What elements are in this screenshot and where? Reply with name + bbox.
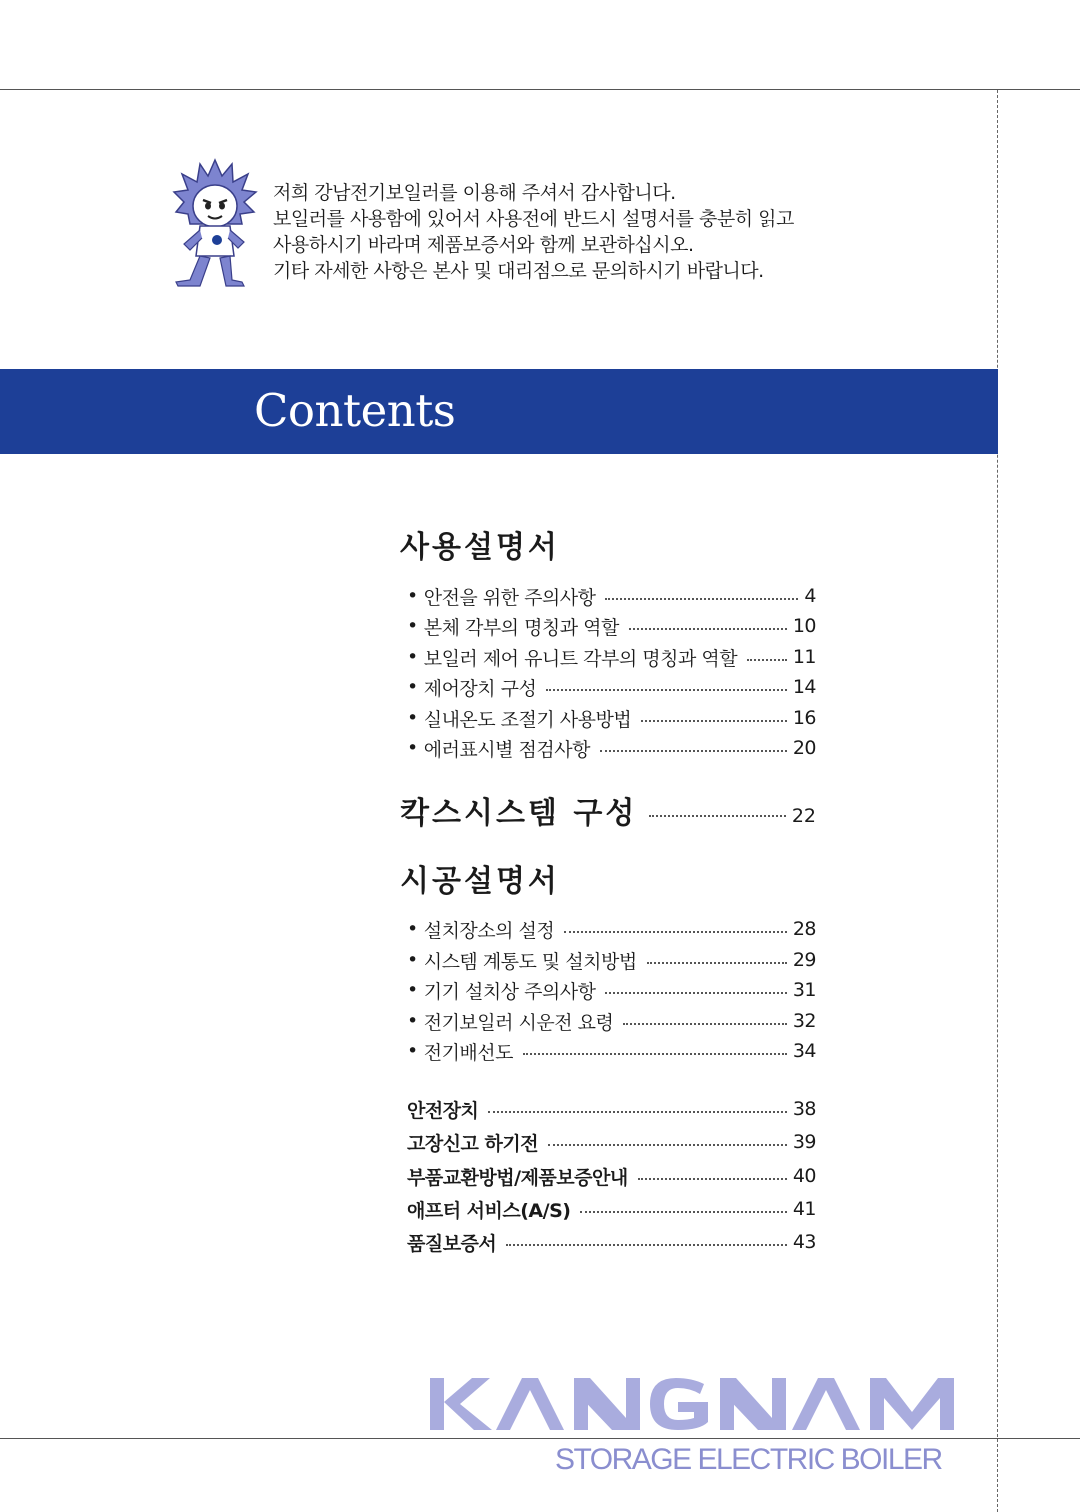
toc-page: 34 — [792, 1040, 816, 1062]
toc-label: 안전을 위한 주의사항 — [423, 586, 596, 609]
dot-leader — [506, 1244, 787, 1246]
toc-row[interactable] — [407, 1127, 816, 1157]
toc-label: 시스템 계통도 및 설치방법 — [423, 950, 637, 973]
dot-leader — [548, 1144, 787, 1146]
toc-row-cas-system[interactable] — [400, 790, 816, 830]
toc-row[interactable] — [407, 1036, 816, 1066]
toc-row[interactable] — [407, 581, 816, 611]
toc-page: 20 — [792, 737, 816, 759]
dot-leader — [638, 1178, 787, 1180]
toc-row[interactable] — [407, 914, 816, 944]
bullet: • — [407, 737, 418, 759]
bullet: • — [407, 615, 418, 637]
toc-page: 29 — [792, 949, 816, 971]
toc-label: 부품교환방법/제품보증안내 — [407, 1166, 628, 1189]
toc-page: 43 — [792, 1231, 816, 1253]
dot-leader — [580, 1211, 786, 1213]
intro-text — [273, 180, 873, 284]
toc-page: 16 — [792, 707, 816, 729]
toc-row[interactable] — [407, 1161, 816, 1191]
bullet: • — [407, 979, 418, 1001]
toc-row[interactable] — [407, 733, 816, 763]
toc-page: 40 — [792, 1165, 816, 1187]
toc-page: 14 — [792, 676, 816, 698]
toc-page: 41 — [792, 1198, 816, 1220]
toc-row[interactable] — [407, 1094, 816, 1124]
toc-page: 28 — [792, 918, 816, 940]
dot-leader — [600, 750, 787, 752]
bullet: • — [407, 949, 418, 971]
toc-page: 4 — [804, 585, 816, 607]
dot-leader — [647, 962, 787, 964]
toc-page: 39 — [792, 1131, 816, 1153]
toc-row[interactable] — [407, 672, 816, 702]
toc-label: 보일러 제어 유니트 각부의 명칭과 역할 — [423, 647, 738, 670]
toc-label: 애프터 서비스(A/S) — [407, 1199, 571, 1222]
dot-leader — [747, 659, 787, 661]
toc-label: 안전장치 — [407, 1099, 479, 1122]
section-title-install-manual: 시공설명서 — [400, 864, 560, 899]
kangnam-logo — [430, 1378, 980, 1430]
bullet: • — [407, 646, 418, 668]
dot-leader — [605, 598, 798, 600]
dot-leader — [564, 931, 787, 933]
banner-title: Contents — [254, 384, 456, 437]
dot-leader — [488, 1111, 786, 1113]
toc-page: 11 — [792, 646, 816, 668]
toc-label: 본체 각부의 명칭과 역할 — [423, 616, 619, 639]
toc-label: 전기배선도 — [423, 1041, 513, 1064]
toc-row[interactable] — [407, 1227, 816, 1257]
bullet: • — [407, 707, 418, 729]
bullet: • — [407, 676, 418, 698]
intro-line: 사용하시기 바라며 제품보증서와 함께 보관하십시오. — [273, 234, 694, 256]
toc-label: 에러표시별 점검사항 — [423, 738, 590, 761]
dot-leader — [605, 992, 786, 994]
toc-label: 실내온도 조절기 사용방법 — [423, 708, 632, 731]
toc-page: 32 — [792, 1010, 816, 1032]
dot-leader — [641, 720, 787, 722]
toc-label: 품질보증서 — [407, 1232, 497, 1255]
toc-row[interactable] — [407, 1194, 816, 1224]
dot-leader — [629, 628, 787, 630]
bullet: • — [407, 585, 418, 607]
toc-row[interactable] — [407, 1006, 816, 1036]
toc-page: 10 — [792, 615, 816, 637]
toc-page: 22 — [791, 805, 816, 827]
bullet: • — [407, 1010, 418, 1032]
flame-mascot-icon — [170, 158, 260, 288]
bullet: • — [407, 918, 418, 940]
contents-banner — [0, 369, 998, 454]
section-title-user-manual: 사용설명서 — [400, 530, 560, 565]
dot-leader — [546, 689, 786, 691]
toc-row[interactable] — [407, 703, 816, 733]
toc-row[interactable] — [407, 975, 816, 1005]
top-rule — [0, 89, 1080, 90]
bullet: • — [407, 1040, 418, 1062]
toc-label: 설치장소의 설정 — [423, 919, 555, 942]
intro-line: 기타 자세한 사항은 본사 및 대리점으로 문의하시기 바랍니다. — [273, 260, 764, 282]
margin-dashed-line — [997, 90, 998, 1512]
toc-label: 고장신고 하기전 — [407, 1132, 539, 1155]
intro-line: 저희 강남전기보일러를 이용해 주셔서 감사합니다. — [273, 182, 676, 204]
toc-row[interactable] — [407, 642, 816, 672]
toc-label: 제어장치 구성 — [423, 677, 537, 700]
toc-row[interactable] — [407, 611, 816, 641]
dot-leader — [523, 1053, 787, 1055]
toc-label: 전기보일러 시운전 요령 — [423, 1011, 614, 1034]
section-title-cas-system: 칵스시스템 구성 — [400, 796, 638, 831]
bottom-rule — [0, 1438, 1080, 1439]
toc-page: 31 — [792, 979, 816, 1001]
toc-label: 기기 설치상 주의사항 — [423, 980, 596, 1003]
dot-leader — [649, 815, 786, 817]
brand-subtitle: STORAGE ELECTRIC BOILER — [555, 1443, 942, 1476]
toc-page: 38 — [792, 1098, 816, 1120]
dot-leader — [623, 1023, 786, 1025]
intro-line: 보일러를 사용함에 있어서 사용전에 반드시 설명서를 충분히 읽고 — [273, 208, 794, 230]
toc-row[interactable] — [407, 945, 816, 975]
